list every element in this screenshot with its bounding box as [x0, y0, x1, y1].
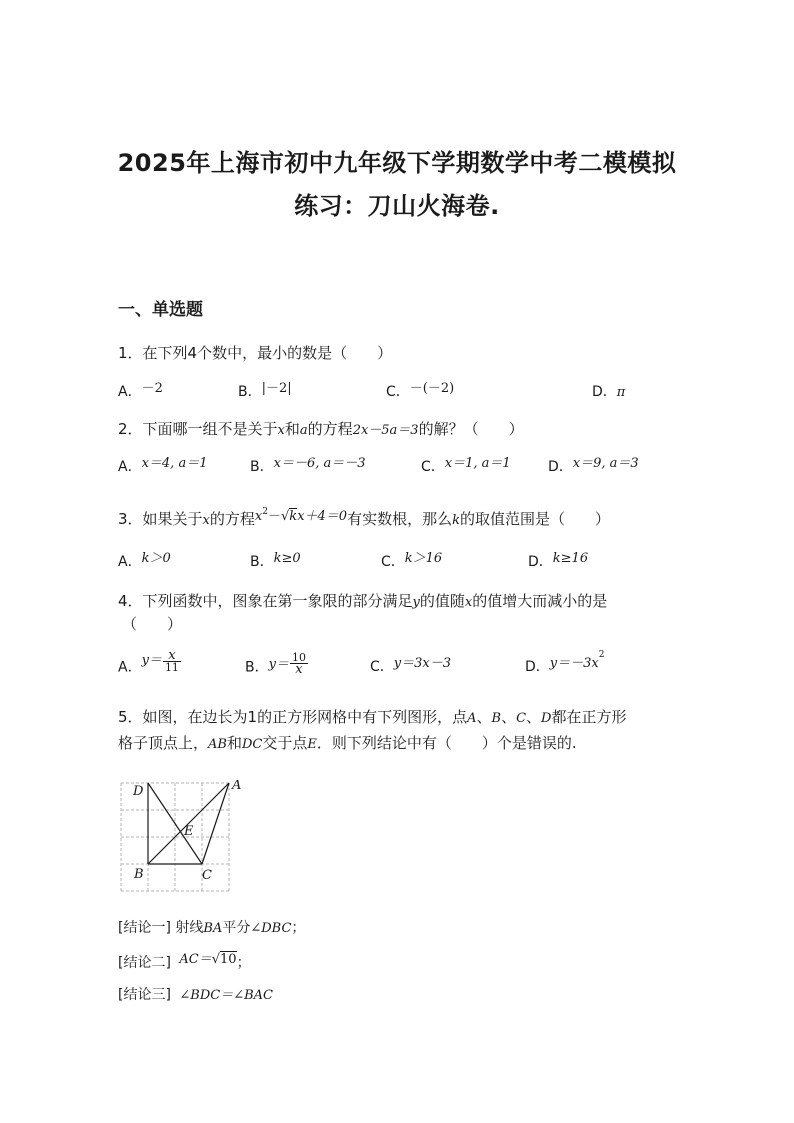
var-x: x — [277, 423, 285, 438]
stem-text: 都在正方形 — [551, 708, 627, 726]
q1-option-d — [592, 381, 625, 401]
question-5-stem-line1 — [118, 706, 627, 727]
q2-option-a — [118, 456, 207, 476]
eq-x: x — [254, 509, 263, 524]
q4-option-c — [370, 656, 451, 676]
conclusion-text: ； — [291, 920, 306, 936]
option-letter: B． — [250, 554, 274, 570]
option-letter: D． — [592, 384, 617, 400]
q3-option-b — [250, 551, 301, 571]
segment-dc: DC — [241, 737, 263, 752]
page-title-line1: 2025年上海市初中九年级下学期数学中考二模模拟 — [117, 149, 677, 177]
option-math: |－2| — [261, 381, 292, 396]
option-letter: C． — [421, 459, 445, 475]
question-2-stem — [118, 418, 524, 439]
radicand: 10 — [220, 952, 237, 967]
ray-ba: BA — [203, 921, 223, 936]
eq-minus: － — [267, 509, 281, 524]
q4-option-b — [245, 651, 309, 679]
option-letter: D． — [528, 554, 553, 570]
label-c: C — [202, 868, 212, 883]
q1-option-c — [386, 381, 454, 401]
conclusion-label: [结论二] — [118, 955, 171, 971]
point-c: C — [516, 711, 527, 726]
option-math: k≥16 — [552, 551, 589, 566]
q2-option-b — [250, 456, 366, 476]
stem-text: 3．如果关于 — [118, 510, 203, 528]
var-k: k — [452, 513, 460, 528]
eq-rest: x＋4＝0 — [297, 509, 348, 524]
stem-text: 格子顶点上， — [118, 734, 209, 752]
equation: 2x－5a＝3 — [352, 423, 419, 438]
option-letter: C． — [381, 554, 405, 570]
fraction-numerator: 10 — [291, 651, 306, 664]
separator: 、 — [501, 708, 517, 726]
stem-text: 的取值范围是（ ） — [459, 510, 610, 528]
option-math-lhs: y＝ — [141, 652, 162, 668]
q4-option-a — [118, 648, 182, 679]
fraction-denominator: x — [295, 662, 303, 677]
option-letter: B． — [250, 459, 274, 475]
label-b: B — [134, 867, 144, 882]
option-math: k≥0 — [273, 551, 301, 566]
stem-text: 的解？（ ） — [418, 420, 524, 438]
page-title-line2: 练习：刀山火海卷. — [294, 192, 500, 220]
option-letter: B． — [245, 659, 269, 676]
conclusion-label: [结论三] — [118, 987, 171, 1003]
option-letter: C． — [386, 384, 410, 400]
conclusion-2 — [118, 952, 251, 972]
label-a: A — [232, 780, 242, 793]
option-letter: A． — [118, 384, 142, 400]
option-math: y＝3x－3 — [393, 656, 451, 671]
q3-option-c — [381, 551, 442, 571]
fraction-denominator: 11 — [164, 661, 179, 674]
option-math-lhs: y＝ — [268, 656, 289, 672]
q1-option-b — [238, 381, 292, 401]
equation — [255, 506, 347, 524]
conclusion-math: AC＝ — [179, 952, 212, 967]
conclusion-text: ； — [236, 955, 251, 971]
option-letter: A． — [118, 554, 142, 570]
question-1-stem: 1．在下列4个数中，最小的数是（ ） — [118, 344, 393, 362]
option-letter: A． — [118, 659, 142, 676]
angle-dbc: ∠DBC — [250, 921, 292, 936]
stem-text: ．则下列结论中有（ ）个是错误的. — [316, 734, 577, 752]
q2-option-c — [421, 456, 511, 476]
conclusion-math: ∠BDC＝∠BAC — [179, 988, 273, 1003]
stem-text: 交于点 — [262, 734, 308, 752]
question-4-stem-line2: （ ） — [122, 615, 183, 633]
label-e: E — [184, 824, 194, 839]
option-letter: D． — [548, 459, 573, 475]
q4-option-d — [525, 650, 605, 676]
sqrt-icon: √ — [281, 509, 290, 524]
stem-text: 和 — [226, 734, 242, 752]
option-math: x＝－6, a＝－3 — [273, 456, 366, 471]
stem-text: 的值随 — [419, 592, 465, 610]
conclusion-3 — [118, 984, 273, 1004]
q1-option-a — [118, 381, 163, 401]
sqrt-icon: √ — [211, 952, 221, 967]
stem-text: 4．下列函数中，图象在第一象限的部分满足 — [118, 592, 413, 610]
fraction-numerator: x — [163, 650, 181, 662]
stem-text: 的值增大而减小的是 — [472, 592, 608, 610]
grid-figure — [118, 780, 258, 895]
separator: 、 — [476, 708, 492, 726]
fraction — [290, 652, 308, 675]
var-y: y — [412, 595, 420, 610]
option-math: x＝1, a＝1 — [444, 456, 511, 471]
point-b: B — [491, 711, 502, 726]
var-a: a — [299, 423, 308, 438]
option-letter: D． — [525, 659, 550, 675]
section-heading: 一、单选题 — [118, 300, 203, 320]
option-math: x＝9, a＝3 — [572, 456, 639, 471]
fraction — [163, 650, 181, 673]
option-math: －(－2) — [409, 381, 455, 396]
label-d: D — [133, 784, 144, 799]
option-letter: A． — [118, 459, 142, 475]
q3-option-a — [118, 551, 171, 571]
eq-radicand: k — [289, 509, 298, 524]
stem-text: 的方程 — [307, 420, 353, 438]
stem-text: 有实数根，那么 — [347, 510, 453, 528]
conclusion-text: 平分 — [222, 920, 251, 936]
point-e: E — [307, 737, 317, 752]
var-x: x — [202, 513, 210, 528]
conclusion-1 — [118, 917, 305, 937]
stem-text: 的方程 — [209, 510, 255, 528]
option-math: y＝－3x — [549, 656, 599, 671]
conclusion-label: [结论一] 射线 — [118, 920, 204, 936]
separator: 、 — [526, 708, 542, 726]
option-math: π — [616, 385, 626, 400]
question-3-stem — [118, 508, 610, 529]
point-d: D — [541, 711, 552, 726]
q3-option-d — [528, 551, 588, 571]
stem-text: 5．如图，在边长为1的正方形网格中有下列图形，点 — [118, 708, 468, 726]
option-math: k＞16 — [404, 551, 443, 566]
option-math: k＞0 — [141, 551, 171, 566]
eq-exponent: 2 — [262, 507, 268, 517]
option-math: －2 — [141, 381, 163, 396]
question-4-stem — [118, 590, 607, 611]
stem-text: 和 — [284, 420, 300, 438]
option-letter: C． — [370, 659, 394, 675]
segment-ac — [202, 783, 229, 864]
question-5-stem-line2 — [118, 732, 577, 753]
point-a: A — [467, 711, 477, 726]
segment-ab: AB — [208, 737, 227, 752]
var-x: x — [464, 595, 473, 610]
stem-text: 2．下面哪一组不是关于 — [118, 420, 278, 438]
q2-option-d — [548, 456, 639, 476]
option-math: x＝4, a＝1 — [141, 456, 208, 471]
option-letter: B． — [238, 384, 262, 400]
exponent: 2 — [598, 650, 605, 661]
